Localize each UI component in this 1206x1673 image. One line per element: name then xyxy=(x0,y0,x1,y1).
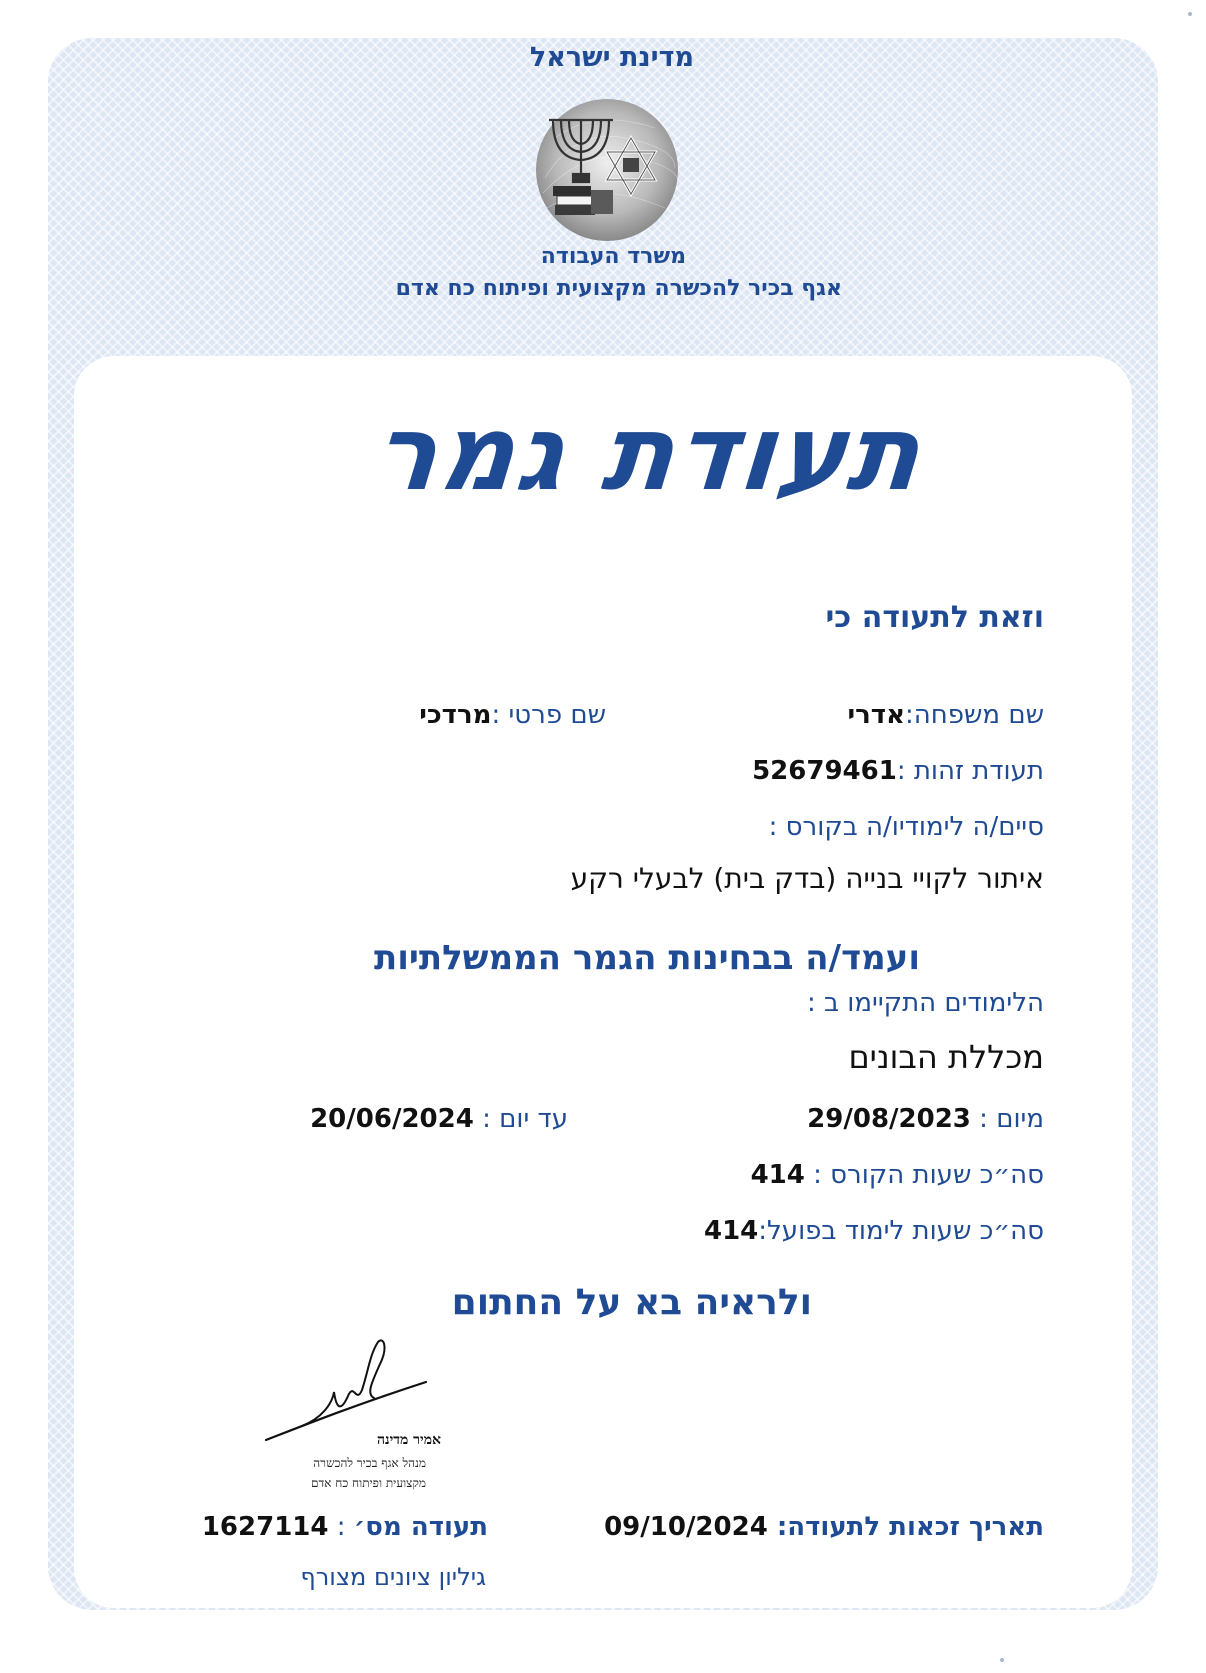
course-hours-label: סה״כ שעות הקורס xyxy=(830,1160,1044,1190)
last-name-label: שם משפחה xyxy=(913,700,1044,730)
completed-course-label: סיים/ה לימודיו/ה בקורס : xyxy=(768,812,1044,842)
to-date-row: עד יום : 20/06/2024 xyxy=(310,1104,568,1134)
course-hours-value: 414 xyxy=(750,1160,805,1190)
venue-name: מכללת הבונים xyxy=(848,1038,1044,1076)
certificate-body xyxy=(74,356,1132,1608)
id-label: תעודת זהות xyxy=(913,756,1044,786)
first-name-row: שם פרטי :מרדכי xyxy=(419,700,606,730)
corner-mark xyxy=(1188,12,1192,16)
certificate-title: תעודת גמר xyxy=(368,392,929,514)
course-hours-row: סה״כ שעות הקורס : 414 xyxy=(750,1160,1044,1190)
actual-hours-value: 414 xyxy=(703,1216,759,1246)
id-row: תעודת זהות :52679461 xyxy=(752,756,1044,786)
division-name: אגף בכיר להכשרה מקצועית ופיתוח כח אדם xyxy=(395,276,842,301)
country-name: מדינת ישראל xyxy=(529,42,694,73)
intro-text: וזאת לתעודה כי xyxy=(825,600,1044,635)
cert-number-value: 1627114 xyxy=(201,1512,329,1542)
signatory-title-line1: מנהל אגף בכיר להכשרה xyxy=(313,1456,426,1470)
from-date-value: 29/08/2023 xyxy=(807,1104,971,1134)
state-emblem-icon xyxy=(535,98,679,242)
first-name-value: מרדכי xyxy=(419,700,492,730)
last-name-value: אדרי xyxy=(847,700,905,730)
course-name: איתור לקויי בנייה (בדק בית) לבעלי רקע xyxy=(570,862,1044,895)
from-date-label: מיום xyxy=(996,1104,1044,1134)
ministry-name: משרד העבודה xyxy=(540,244,686,269)
exam-statement: ועמד/ה בבחינות הגמר הממשלתיות xyxy=(373,938,920,978)
grades-note: גיליון ציונים מצורף xyxy=(300,1563,486,1591)
last-name-row: שם משפחה:אדרי xyxy=(847,700,1044,730)
cert-number-label: תעודה מס׳ xyxy=(353,1512,488,1542)
corner-mark xyxy=(1000,1658,1004,1662)
id-value: 52679461 xyxy=(752,756,897,786)
entitlement-date-row: תאריך זכאות לתעודה: 09/10/2024 xyxy=(604,1512,1044,1542)
actual-hours-row: סה״כ שעות לימוד בפועל:414 xyxy=(703,1216,1044,1246)
cert-number-row: תעודה מס׳ : 1627114 xyxy=(201,1512,488,1542)
first-name-label: שם פרטי xyxy=(508,700,606,730)
from-date-row: מיום : 29/08/2023 xyxy=(807,1104,1044,1134)
signature-icon xyxy=(262,1334,432,1446)
signatory-name: אמיר מדינה xyxy=(376,1432,441,1448)
to-date-value: 20/06/2024 xyxy=(310,1104,474,1134)
actual-hours-label: סה״כ שעות לימוד בפועל xyxy=(767,1216,1044,1246)
to-date-label: עד יום xyxy=(499,1104,568,1134)
signature-statement: ולראיה בא על החתום xyxy=(451,1282,812,1323)
entitlement-date-value: 09/10/2024 xyxy=(604,1512,768,1542)
venue-label: הלימודים התקיימו ב : xyxy=(806,988,1044,1018)
entitlement-date-label: תאריך זכאות לתעודה xyxy=(787,1512,1044,1542)
signatory-title-line2: מקצועית ופיתוח כח אדם xyxy=(310,1476,426,1490)
